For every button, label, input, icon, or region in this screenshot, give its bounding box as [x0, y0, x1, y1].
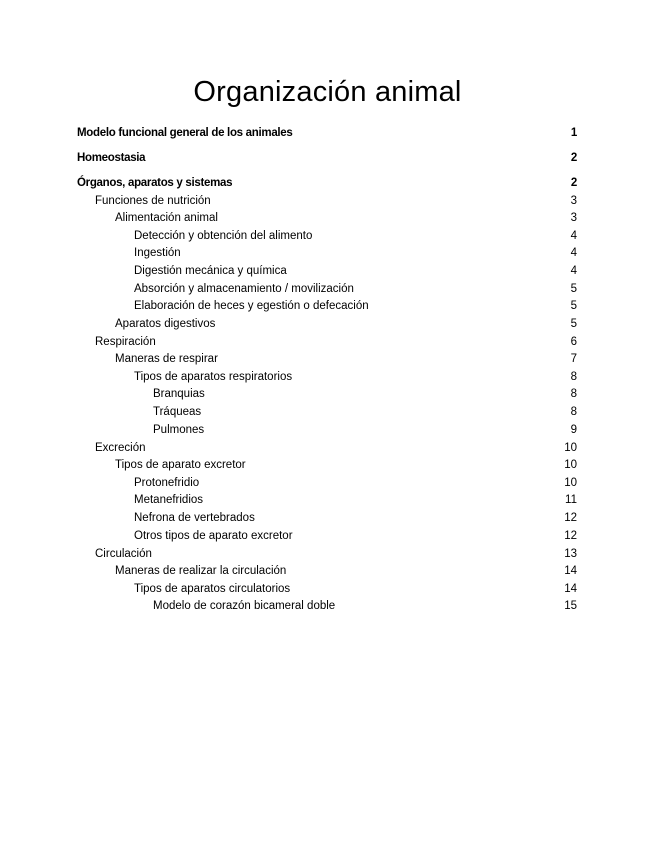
toc-entry-page: 2: [570, 177, 577, 189]
toc-entry-tipos-excretor[interactable]: [77, 456, 577, 474]
toc-entry-label: Otros tipos de aparato excretor: [134, 530, 293, 542]
toc-entry-label: Absorción y almacenamiento / movilización: [134, 283, 354, 295]
toc-entry-label: Excreción: [95, 442, 146, 454]
toc-entry-branquias[interactable]: [77, 385, 577, 403]
toc-entry-label: Aparatos digestivos: [115, 318, 216, 330]
toc-entry-page: 5: [570, 283, 577, 295]
toc-entry-page: 5: [570, 318, 577, 330]
toc-entry-metanefridios[interactable]: [77, 491, 577, 509]
toc-entry-label: Maneras de respirar: [115, 353, 218, 365]
toc-entry-page: 9: [570, 424, 577, 436]
toc-entry-label: Metanefridios: [134, 494, 204, 506]
toc-entry-label: Elaboración de heces y egestión o defecación: [134, 300, 369, 312]
toc-entry-digestion[interactable]: [77, 262, 577, 280]
toc-entry-homeostasia[interactable]: [77, 149, 577, 167]
toc-entry-label: Tráqueas: [153, 406, 202, 418]
toc-entry-label: Funciones de nutrición: [95, 195, 211, 207]
toc-entry-page: 4: [570, 247, 577, 259]
toc-entry-label: Órganos, aparatos y sistemas: [77, 177, 233, 189]
toc-entry-page: 8: [570, 388, 577, 400]
toc-entry-label: Alimentación animal: [115, 212, 218, 224]
toc-entry-label: Modelo de corazón bicameral doble: [153, 600, 336, 612]
toc-entry-corazon-bicameral[interactable]: [77, 597, 577, 615]
toc-entry-page: 5: [570, 300, 577, 312]
toc-entry-page: 2: [570, 152, 577, 164]
toc-entry-protonefridio[interactable]: [77, 474, 577, 492]
toc-entry-label: Detección y obtención del alimento: [134, 230, 313, 242]
toc-entry-absorcion[interactable]: [77, 280, 577, 298]
toc-entry-page: 8: [570, 371, 577, 383]
toc-entry-label: Maneras de realizar la circulación: [115, 565, 287, 577]
toc-entry-page: 3: [570, 212, 577, 224]
toc-entry-organos-aparatos[interactable]: [77, 174, 577, 192]
toc-entry-page: 11: [565, 494, 577, 506]
toc-entry-tipos-circulatorios[interactable]: [77, 580, 577, 598]
toc-entry-page: 14: [564, 565, 577, 577]
toc-entry-label: Branquias: [153, 388, 205, 400]
toc-entry-aparatos-digestivos[interactable]: [77, 315, 577, 333]
toc-entry-label: Homeostasia: [77, 152, 146, 164]
toc-entry-page: 10: [564, 459, 577, 471]
toc-entry-otros-excretor[interactable]: [77, 527, 577, 545]
toc-entry-alimentacion-animal[interactable]: [77, 209, 577, 227]
toc-entry-label: Circulación: [95, 548, 152, 560]
toc-entry-tipos-respiratorios[interactable]: [77, 368, 577, 386]
toc-entry-label: Modelo funcional general de los animales: [77, 127, 293, 139]
toc-entry-label: Pulmones: [153, 424, 205, 436]
toc-entry-page: 3: [570, 195, 577, 207]
toc-entry-traqueas[interactable]: [77, 403, 577, 421]
toc-entry-page: 14: [564, 583, 577, 595]
toc-entry-pulmones[interactable]: [77, 421, 577, 439]
toc-entry-respiracion[interactable]: [77, 333, 577, 351]
toc-entry-page: 12: [564, 530, 577, 542]
toc-entry-page: 10: [564, 442, 577, 454]
toc-entry-page: 8: [570, 406, 577, 418]
toc-entry-label: Tipos de aparatos circulatorios: [134, 583, 291, 595]
toc-entry-funciones-nutricion[interactable]: [77, 192, 577, 210]
toc-entry-maneras-respirar[interactable]: [77, 350, 577, 368]
toc-entry-label: Respiración: [95, 336, 156, 348]
toc-entry-page: 4: [570, 265, 577, 277]
toc-entry-page: 10: [564, 477, 577, 489]
toc-entry-page: 13: [564, 548, 577, 560]
toc-entry-page: 7: [570, 353, 577, 365]
toc-entry-ingestion[interactable]: [77, 244, 577, 262]
toc-entry-nefrona[interactable]: [77, 509, 577, 527]
toc-entry-label: Digestión mecánica y química: [134, 265, 287, 277]
toc-entry-label: Tipos de aparato excretor: [115, 459, 246, 471]
toc-entry-label: Tipos de aparatos respiratorios: [134, 371, 293, 383]
toc-entry-maneras-circulacion[interactable]: [77, 562, 577, 580]
toc-entry-label: Ingestión: [134, 247, 181, 259]
toc-entry-page: 6: [570, 336, 577, 348]
toc-entry-label: Nefrona de vertebrados: [134, 512, 255, 524]
toc-entry-page: 15: [564, 600, 577, 612]
toc-entry-page: 12: [564, 512, 577, 524]
toc-entry-deteccion[interactable]: [77, 227, 577, 245]
toc-entry-page: 1: [570, 127, 577, 139]
document-title: Organización animal: [193, 76, 462, 108]
toc-entry-label: Protonefridio: [134, 477, 200, 489]
toc-entry-elaboracion-heces[interactable]: [77, 297, 577, 315]
toc-entry-modelo-funcional[interactable]: [77, 124, 577, 142]
toc-entry-circulacion[interactable]: [77, 545, 577, 563]
toc-entry-excrecion[interactable]: [77, 439, 577, 457]
toc-entry-page: 4: [570, 230, 577, 242]
